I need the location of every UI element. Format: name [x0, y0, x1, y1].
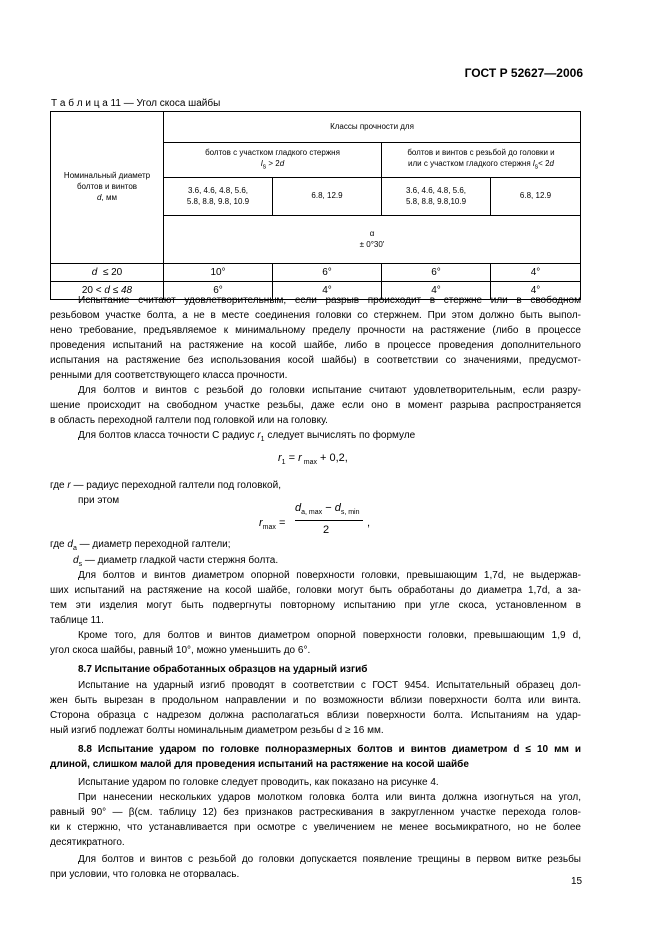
- group-thread-to-head: болтов и винтов с резьбой до головки и или с участком гладкого стержня $l_s< 2d$: [382, 143, 581, 178]
- group-smooth-shank: болтов с участком гладкого стержня $l_s > 2d$: [164, 143, 382, 178]
- where-da: где $d_a$ — диаметр переходной галтели;: [50, 539, 231, 552]
- strength-classes-header: Классы прочности для: [164, 112, 581, 143]
- paragraph-hammer: При нанесении нескольких ударов молотком головка болта или винта должна изогнуться на угол, равный 90° — β(см. таблицу 12) без признаков растрескивания в закругленном участке перехода голов- ки к стержню, что устанавливается при осмотре с увеличением не менее восьмикратного, но не более десятикратного.: [50, 792, 581, 848]
- table-caption: Т а б л и ц а 11 — Угол скоса шайбы: [51, 98, 221, 109]
- where-r: где r — радиус переходной галтели под головкой,: [50, 480, 281, 491]
- subclass-1: 3.6, 4.6, 4.8, 5.6, 5.8, 8.8, 9.8, 10.9: [164, 178, 273, 216]
- where-ds: $d_s$ — диаметр гладкой части стержня болта.: [73, 555, 279, 568]
- paragraph-class-c: Для болтов класса точности С радиус $r_1$ следует вычислять по формуле: [78, 430, 416, 443]
- section-8-7-heading: 8.7 Испытание обработанных образцов на ударный изгиб: [78, 664, 368, 675]
- alpha-tolerance: α ± 0°30': [164, 216, 581, 264]
- paragraph-thread-to-head: Для болтов и винтов с резьбой до головки испытание считают удовлетворительным, если разру- шение происходит на свободном участке резьбы, даже если оно в момент разрыва распространяется в область переходной галтели под головкой или на головку.: [50, 385, 581, 426]
- formula-r1: $r_1 = r$ $_{max}$ + 0,2,: [278, 452, 348, 467]
- table-row: d ≤ 20 10° 6° 6° 4°: [51, 264, 581, 282]
- section-8-8-heading: 8.8 Испытание ударом по головке полноразмерных болтов и винтов диаметром d ≤ 10 мм и длиной, слишком малой для проведения испытаний на растяжение на косой шайбе: [50, 744, 581, 770]
- where-also: при этом: [78, 495, 120, 506]
- page-number: 15: [571, 876, 583, 887]
- col-nominal-diameter: Номинальный диаметр болтов и винтов d, мм: [51, 112, 164, 264]
- paragraph-head-impact: Испытание ударом по головке следует проводить, как показано на рисунке 4.: [78, 777, 439, 788]
- formula-rmax: $r_{max}$ = $d_{a, max} - d_{s, min}$ 2 ,: [259, 502, 371, 536]
- paragraph-reduce-angle: Кроме того, для болтов и винтов диаметром опорной поверхности головки, превышающим 1,9 d, угол скоса шайбы, равный 10°, можно уменьшить до 6°.: [50, 630, 581, 656]
- subclass-3: 3.6, 4.6, 4.8, 5.6, 5.8, 8.8, 9.8,10.9: [382, 178, 491, 216]
- paragraph-retest: Для болтов и винтов диаметром опорной поверхности головки, превышающим 1,7d, не выдержав- ших испытаний на растяжение на косой шайбе, головки могут быть обработаны до диаметра 1,7d, а за- тем эти изделия могут быть подвергнуты повторному испытанию при угле скоса, установленном в таблице 11.: [50, 570, 581, 626]
- paragraph-crack-allowed: Для болтов и винтов с резьбой до головки допускается появление трещины в первом витке резьбы при условии, что головка не оторвалась.: [50, 854, 581, 880]
- bevel-angle-table: [50, 111, 581, 300]
- standard-number: ГОСТ Р 52627—2006: [464, 66, 583, 80]
- table-row: 20 < d ≤ 48 6° 4° 4° 4°: [51, 282, 581, 300]
- subclass-2: 6.8, 12.9: [273, 178, 382, 216]
- paragraph-acceptance: Испытание считают удовлетворительным, если разрыв происходит в стержне или в свободном резьбовом участке болта, а не в месте соединения головки со стержнем. При этом должно быть выпол- нено требование, предъявляемое к минимальному пределу прочности на растяжение (либо в процессе проведения испытаний на растяжение на косой шайбе, либо в процессе проведения дополнительного испытания на растяжение без использования косой шайбы) в соответствии со значениями, предусмот- ренными для соответствующего класса прочности.: [50, 295, 581, 381]
- paragraph-impact-bend: Испытание на ударный изгиб проводят в соответствии с ГОСТ 9454. Испытательный образец дол- жен быть вырезан в продольном направлении и по возможности вблизи поверхности болта или винта. Сторона образца с надрезом должна располагаться вблизи поверхности болта. Испытаниям на удар- ный изгиб подлежат болты номинальным диаметром резьбы d ≥ 16 мм.: [50, 680, 581, 736]
- subclass-4: 6.8, 12.9: [491, 178, 581, 216]
